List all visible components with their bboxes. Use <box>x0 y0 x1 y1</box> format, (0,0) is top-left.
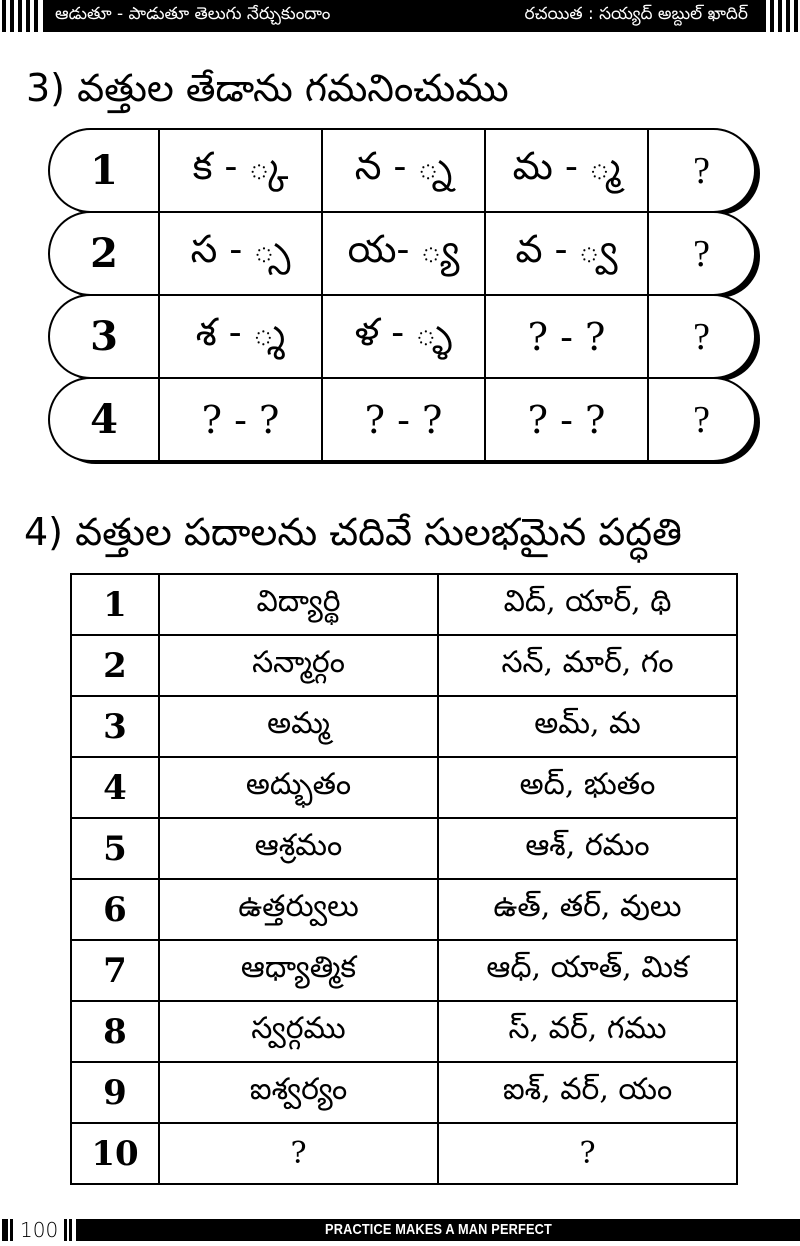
question-cell: ? <box>693 315 710 358</box>
pair-cell: ళ - ్ళ <box>323 296 486 377</box>
section-3-number: 3) <box>26 66 66 110</box>
section-4-number: 4) <box>24 510 64 554</box>
word-cell: ? <box>159 1123 438 1184</box>
consonant-pairs-table <box>48 128 756 462</box>
split-cell: ఉత్, తర్, వులు <box>438 879 737 940</box>
row-number: 9 <box>71 1062 159 1123</box>
footer-stripes-mid <box>64 1219 72 1241</box>
pair-cell: ? - ? <box>486 296 649 377</box>
pair-cell: స - ్స <box>160 213 323 294</box>
footer-bar <box>76 1219 800 1241</box>
pair-cell: క - ్క <box>160 130 323 211</box>
split-cell: విద్, యార్, థి <box>438 574 737 635</box>
table-row <box>71 696 737 757</box>
pair-cell: య- ్య <box>323 213 486 294</box>
footer-stripes-left <box>2 1219 13 1241</box>
split-cell: అద్, భుతం <box>438 757 737 818</box>
footer-motto: PRACTICE MAKES A MAN PERFECT <box>324 1221 552 1238</box>
pill-row-1 <box>48 128 756 213</box>
row-number: 1 <box>71 574 159 635</box>
section-3-title <box>26 66 509 120</box>
page-header <box>0 0 800 32</box>
word-split-table <box>70 573 738 1185</box>
row-number: 1 <box>50 130 160 211</box>
word-cell: ఆధ్యాత్మిక <box>159 940 438 1001</box>
row-number: 2 <box>50 213 160 294</box>
word-cell: అమ్మ <box>159 696 438 757</box>
split-cell: ఆధ్, యాత్, మిక <box>438 940 737 1001</box>
table-row <box>71 1001 737 1062</box>
question-cell: ? <box>693 232 710 275</box>
pair-cell: ? - ? <box>160 379 323 460</box>
row-number: 10 <box>71 1123 159 1184</box>
word-cell: స్వర్గము <box>159 1001 438 1062</box>
word-cell: అద్భుతం <box>159 757 438 818</box>
pill-row-3 <box>48 294 756 379</box>
word-cell: ఆశ్రమం <box>159 818 438 879</box>
word-cell: ఐశ్వర్యం <box>159 1062 438 1123</box>
split-cell: ఐశ్, వర్, యం <box>438 1062 737 1123</box>
row-number: 3 <box>71 696 159 757</box>
pair-cell: శ - ్శ <box>160 296 323 377</box>
row-number: 7 <box>71 940 159 1001</box>
section-4-heading: వత్తుల పదాలను చదివే సులభమైన పద్ధతి <box>75 510 682 554</box>
row-number: 6 <box>71 879 159 940</box>
row-number: 2 <box>71 635 159 696</box>
split-cell: సన్, మార్, గం <box>438 635 737 696</box>
author-credit: రచయిత : సయ్యద్ అబ్దుల్ ఖాదిర్ <box>524 4 748 24</box>
question-cell: ? <box>693 149 710 192</box>
table-row <box>71 818 737 879</box>
row-number: 4 <box>71 757 159 818</box>
table-row <box>71 879 737 940</box>
pill-row-4 <box>48 377 756 462</box>
table-row <box>71 757 737 818</box>
row-number: 5 <box>71 818 159 879</box>
header-stripes-right <box>762 0 798 32</box>
pair-cell: వ - ్వ <box>486 213 649 294</box>
pair-cell: ? - ? <box>486 379 649 460</box>
page-number: 100 <box>20 1218 59 1242</box>
question-cell: ? <box>693 398 710 441</box>
section-3-heading: వత్తుల తేడాను గమనించుము <box>77 66 509 110</box>
split-cell: స్, వర్, గము <box>438 1001 737 1062</box>
header-bar <box>43 0 762 32</box>
pair-cell: న - ్న <box>323 130 486 211</box>
word-cell: సన్మార్గం <box>159 635 438 696</box>
book-title: ఆడుతూ - పాడుతూ తెలుగు నేర్చుకుందాం <box>55 4 331 24</box>
section-4-title <box>24 510 682 564</box>
pair-cell: ? - ? <box>323 379 486 460</box>
split-cell: ఆశ్, రమం <box>438 818 737 879</box>
table-row <box>71 940 737 1001</box>
split-cell: అమ్, మ <box>438 696 737 757</box>
word-cell: విద్యార్థి <box>159 574 438 635</box>
page-footer <box>0 1219 800 1241</box>
row-number: 3 <box>50 296 160 377</box>
table-row <box>71 1123 737 1184</box>
row-number: 8 <box>71 1001 159 1062</box>
row-number: 4 <box>50 379 160 460</box>
pair-cell: మ - ్మ <box>486 130 649 211</box>
table-row <box>71 635 737 696</box>
word-cell: ఉత్తర్వులు <box>159 879 438 940</box>
table-row <box>71 574 737 635</box>
split-cell: ? <box>438 1123 737 1184</box>
header-stripes-left <box>2 0 38 32</box>
table-row <box>71 1062 737 1123</box>
pill-row-2 <box>48 211 756 296</box>
